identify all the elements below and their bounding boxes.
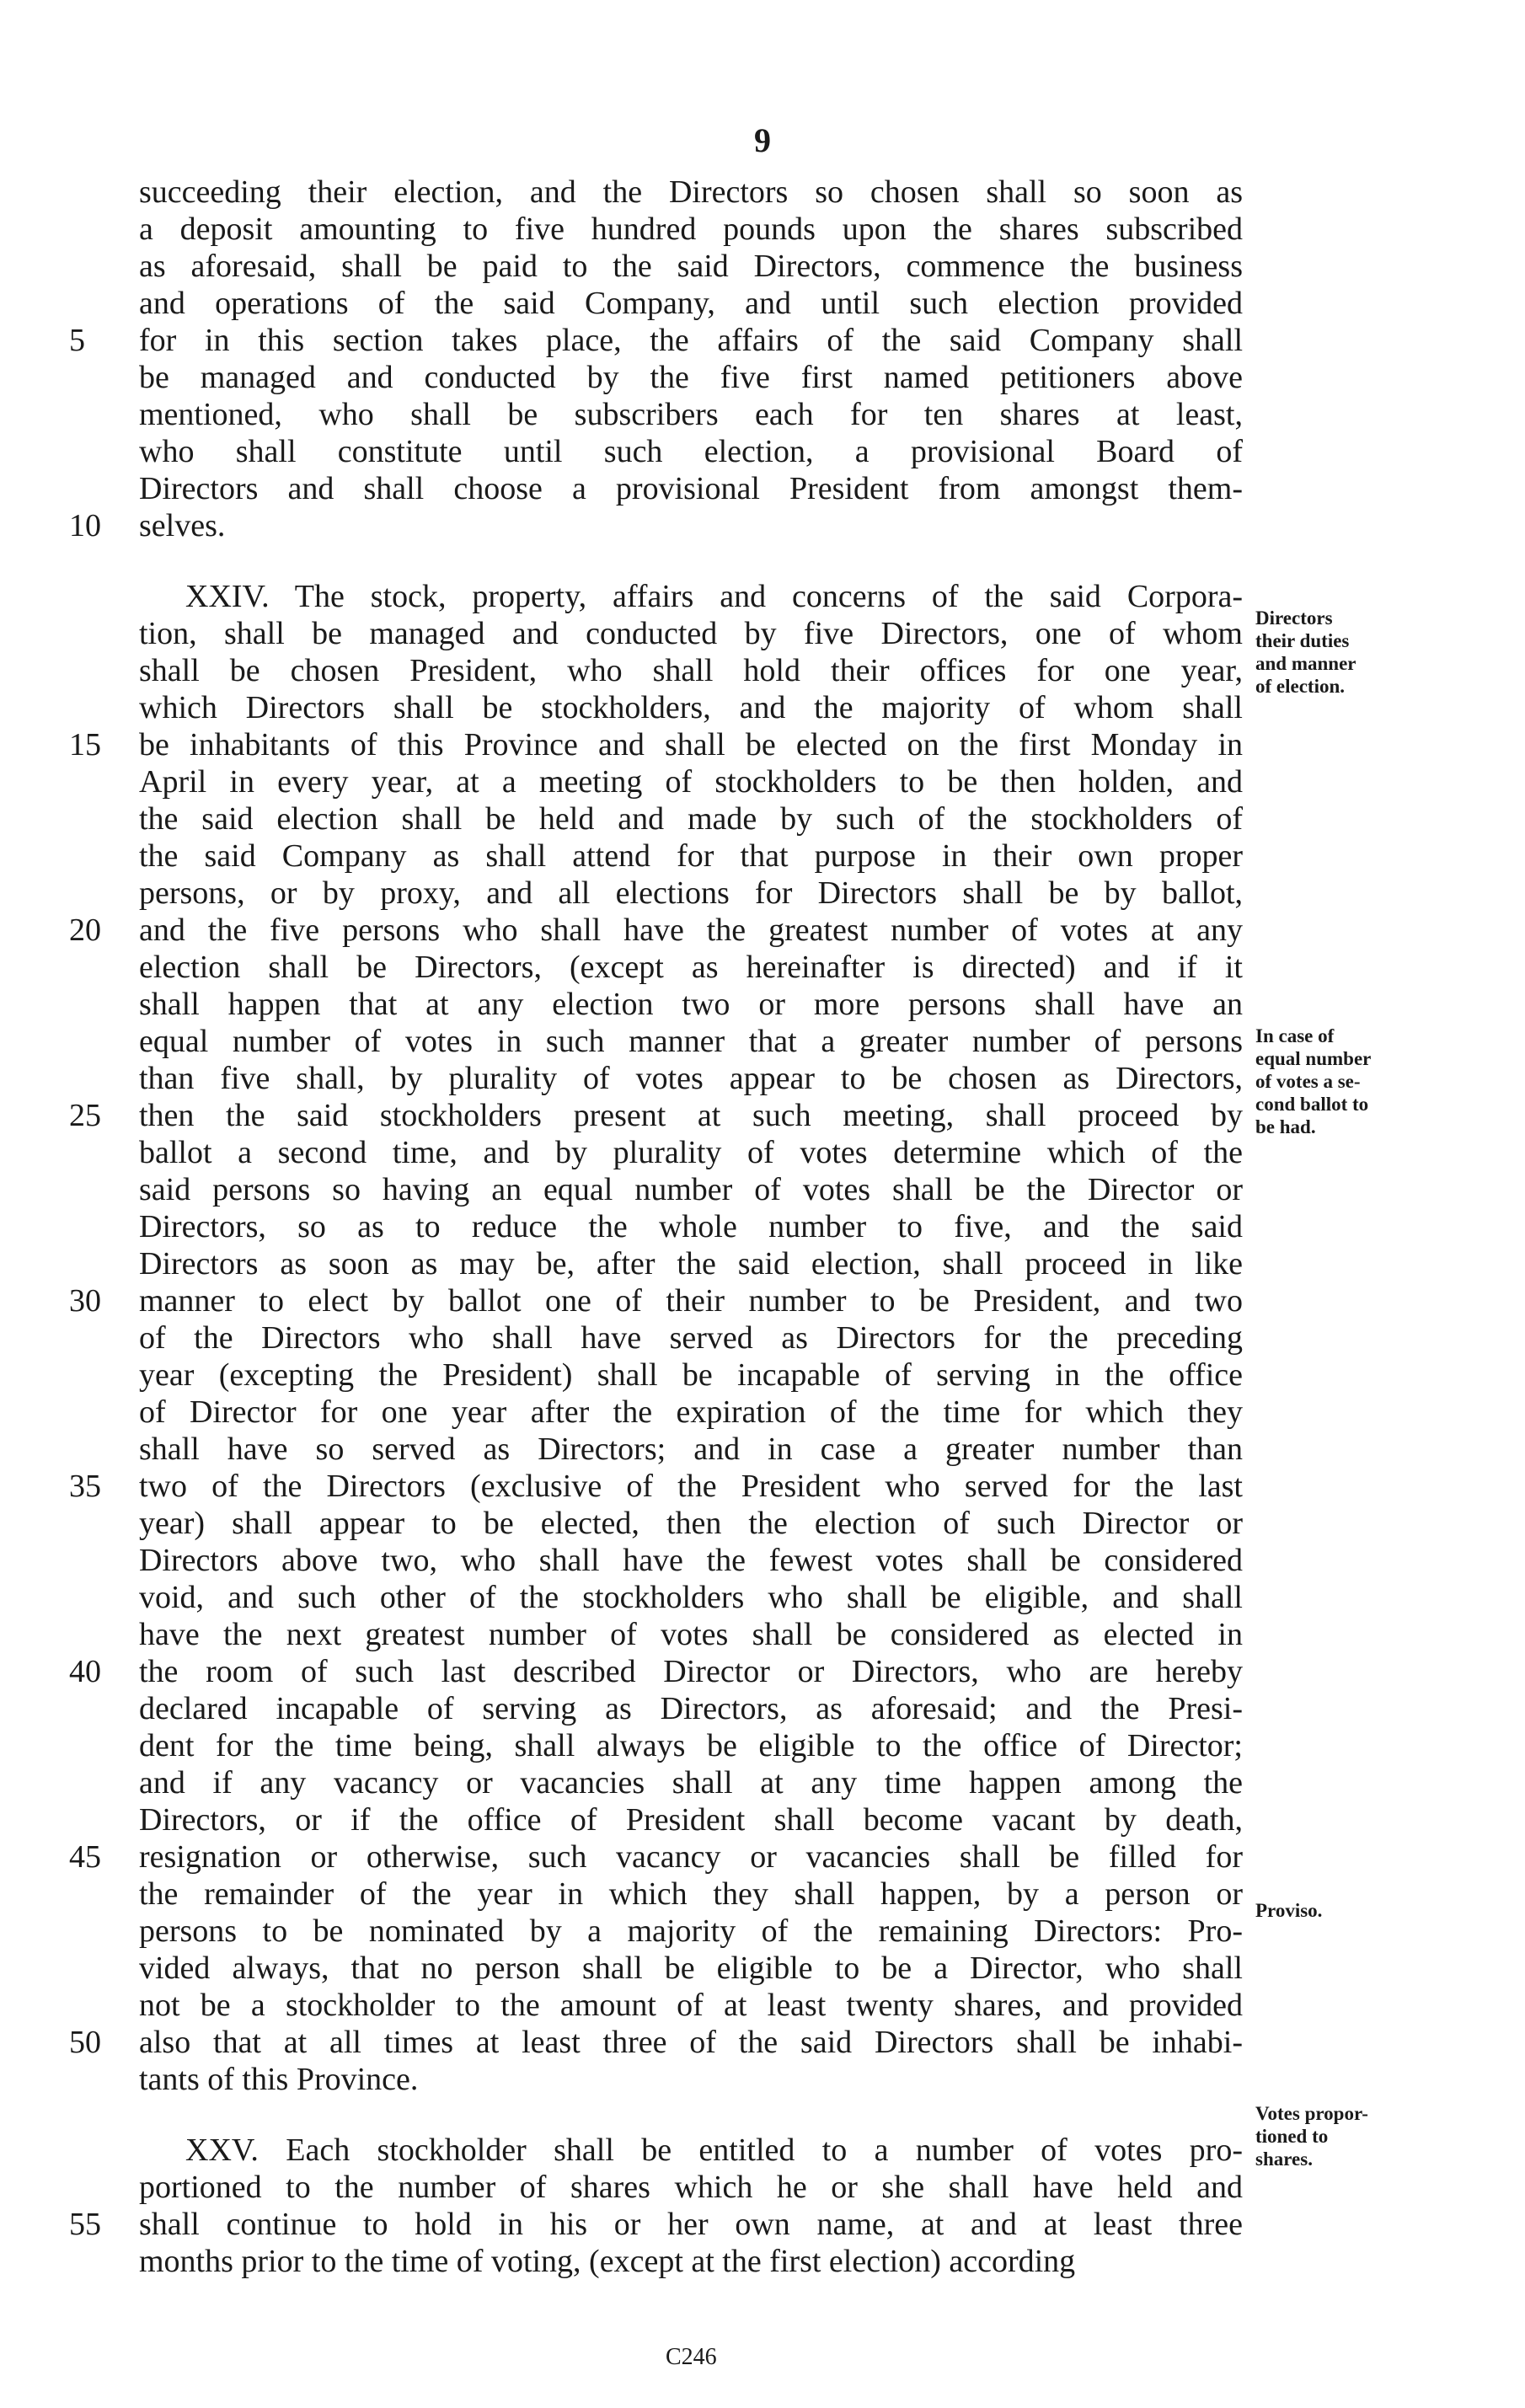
text-line: shall continue to hold in his or her own name, at and at least three (139, 2207, 1243, 2242)
signature-mark: C246 (666, 2344, 717, 2370)
margin-note-line: of election. (1255, 676, 1346, 697)
text-line: than five shall, by plurality of votes appear to be chosen as Directors, (139, 1061, 1243, 1096)
text-line: mentioned, who shall be subscribers each for ten shares at least, (139, 397, 1243, 432)
text-line: ballot a second time, and by plurality of votes determine which of the (139, 1135, 1243, 1170)
text-line: persons to be nominated by a majority of the remaining Directors: Pro- (139, 1913, 1243, 1949)
text-line: succeeding their election, and the Directors so chosen shall so soon as (139, 174, 1243, 210)
text-line: which Directors shall be stockholders, and the majority of whom shall (139, 690, 1243, 725)
text-line: the said election shall be held and made by such of the stockholders of (139, 801, 1243, 837)
margin-note-line: be had. (1255, 1116, 1316, 1137)
margin-note-line: and manner (1255, 653, 1356, 674)
text-line: two of the Directors (exclusive of the President who served for the last (139, 1469, 1243, 1504)
page-number: 9 (754, 121, 771, 159)
text-line: year) shall appear to be elected, then the election of such Director or (139, 1506, 1243, 1541)
text-line: portioned to the number of shares which he or she shall have held and (139, 2170, 1243, 2205)
text-line: April in every year, at a meeting of stockholders to be then holden, and (139, 764, 1243, 800)
text-line: XXV. Each stockholder shall be entitled to a number of votes pro- (185, 2132, 1243, 2168)
line-number: 30 (69, 1283, 101, 1319)
text-line: vided always, that no person shall be eligible to be a Director, who shall (139, 1950, 1243, 1986)
text-line: as aforesaid, shall be paid to the said Directors, commence the business (139, 249, 1243, 284)
text-line: the remainder of the year in which they shall happen, by a person or (139, 1876, 1243, 1912)
margin-note-line: of votes a se- (1255, 1071, 1361, 1092)
text-line: void, and such other of the stockholders who shall be eligible, and shall (139, 1580, 1243, 1615)
text-line: for in this section takes place, the affairs of the said Company shall (139, 323, 1243, 358)
text-line: then the said stockholders present at such meeting, shall proceed by (139, 1098, 1243, 1133)
margin-note-line: In case of (1255, 1025, 1335, 1046)
text-line: not be a stockholder to the amount of at least twenty shares, and provided (139, 1988, 1243, 2023)
text-line: shall have so served as Directors; and in case a greater number than (139, 1431, 1243, 1467)
line-number: 25 (69, 1098, 101, 1133)
text-line: Directors, so as to reduce the whole number to five, and the said (139, 1209, 1243, 1244)
text-line: declared incapable of serving as Directors, as aforesaid; and the Presi- (139, 1691, 1243, 1726)
margin-note-equal-votes (1255, 1025, 1424, 1138)
text-line: months prior to the time of voting, (except at the first election) according (139, 2244, 1076, 2279)
text-line: be inhabitants of this Province and shall be elected on the first Monday in (139, 727, 1243, 763)
line-number: 15 (69, 727, 101, 763)
margin-note-line: cond ballot to (1255, 1094, 1369, 1115)
text-line: and if any vacancy or vacancies shall at any time happen among the (139, 1765, 1243, 1801)
text-line: be managed and conducted by the five first named petitioners above (139, 360, 1243, 395)
paragraph-gap (139, 2098, 1243, 2132)
text-line: and the five persons who shall have the greatest number of votes at any (139, 912, 1243, 948)
margin-note-votes-proportioned (1255, 2102, 1424, 2170)
line-number: 45 (69, 1839, 101, 1875)
line-number: 50 (69, 2025, 101, 2060)
margin-note-line: shares. (1255, 2148, 1313, 2170)
text-line: Directors as soon as may be, after the said election, shall proceed in like (139, 1246, 1243, 1282)
text-line: dent for the time being, shall always be eligible to the office of Director; (139, 1728, 1243, 1763)
margin-note-line: Proviso. (1255, 1900, 1323, 1921)
margin-note-line: Votes propor- (1255, 2103, 1368, 2124)
text-line: Directors above two, who shall have the fewest votes shall be considered (139, 1543, 1243, 1578)
text-line: of Director for one year after the expiration of the time for which they (139, 1394, 1243, 1430)
margin-note-directors (1255, 607, 1424, 698)
line-number: 55 (69, 2207, 101, 2242)
text-line: persons, or by proxy, and all elections for Directors shall be by ballot, (139, 875, 1243, 911)
text-line: of the Directors who shall have served as Directors for the preceding (139, 1320, 1243, 1356)
body-text (69, 174, 1243, 2280)
line-number: 5 (69, 323, 85, 358)
text-line: shall be chosen President, who shall hold their offices for one year, (139, 653, 1243, 688)
text-line: have the next greatest number of votes shall be considered as elected in (139, 1617, 1243, 1652)
line-number: 35 (69, 1469, 101, 1504)
text-line: year (excepting the President) shall be incapable of serving in the office (139, 1357, 1243, 1393)
text-line: also that at all times at least three of the said Directors shall be inhabi- (139, 2025, 1243, 2060)
text-line: the room of such last described Director or Directors, who are hereby (139, 1654, 1243, 1689)
margin-note-line: tioned to (1255, 2126, 1329, 2147)
text-line: manner to elect by ballot one of their number to be President, and two (139, 1283, 1243, 1319)
margin-note-proviso (1255, 1899, 1424, 1922)
text-line: Directors, or if the office of President shall become vacant by death, (139, 1802, 1243, 1838)
text-line: XXIV. The stock, property, affairs and concerns of the said Corpora- (185, 579, 1243, 614)
line-number: 10 (69, 508, 101, 543)
text-line: resignation or otherwise, such vacancy or vacancies shall be filled for (139, 1839, 1243, 1875)
text-line: shall happen that at any election two or more persons shall have an (139, 987, 1243, 1022)
text-line: equal number of votes in such manner that a greater number of persons (139, 1024, 1243, 1059)
margin-note-line: Directors (1255, 607, 1333, 629)
text-line: who shall constitute until such election, a provisional Board of (139, 434, 1243, 469)
text-line: election shall be Directors, (except as hereinafter is directed) and if it (139, 950, 1243, 985)
text-line: a deposit amounting to five hundred pounds upon the shares subscribed (139, 211, 1243, 247)
text-line: and operations of the said Company, and until such election provided (139, 286, 1243, 321)
line-number: 20 (69, 912, 101, 948)
text-line: selves. (139, 508, 226, 543)
margin-note-line: equal number (1255, 1048, 1372, 1069)
margin-note-line: their duties (1255, 630, 1350, 651)
text-line: tion, shall be managed and conducted by five Directors, one of whom (139, 616, 1243, 651)
text-line: said persons so having an equal number of votes shall be the Director or (139, 1172, 1243, 1207)
paragraph-gap (139, 544, 1243, 578)
text-line: Directors and shall choose a provisional President from amongst them- (139, 471, 1243, 506)
text-line: tants of this Province. (139, 2062, 419, 2097)
text-line: the said Company as shall attend for that purpose in their own proper (139, 838, 1243, 874)
line-number: 40 (69, 1654, 101, 1689)
